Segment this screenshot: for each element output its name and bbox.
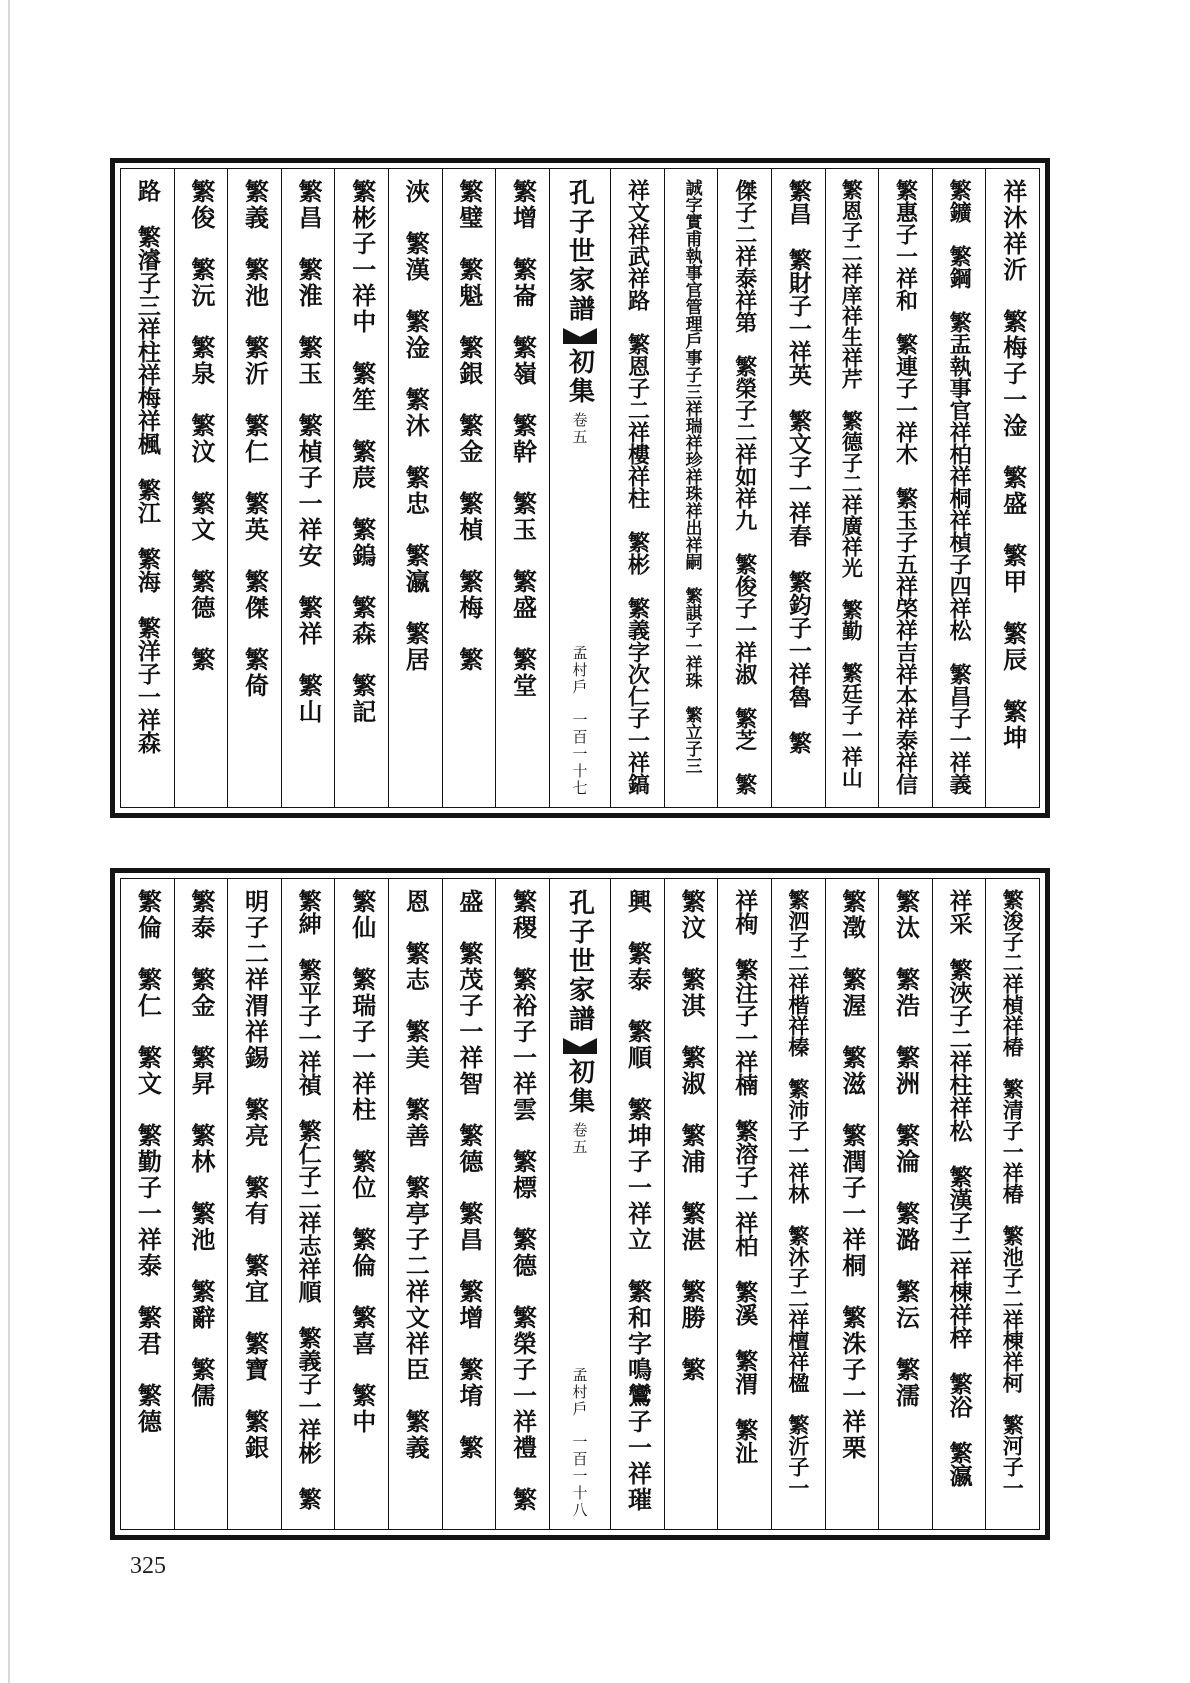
column-text: 繁昌 繁財子一祥英 繁文子一祥春 繁鈞子一祥魯 繁 [784,179,812,754]
column-text: 祥栒 繁注子一祥楠 繁溶子一祥柏 繁溪 繁渭 繁沚 [731,889,759,1464]
text-column [985,879,1039,1529]
page-number: 325 [130,1553,166,1579]
column-text: 繁惠子一祥和 繁連子一祥木 繁玉子五祥棨祥吉祥本祥泰祥信 [892,179,919,795]
text-column [442,879,496,1529]
column-text: 浹 繁漢 繁淦 繁沐 繁忠 繁瀛 繁居 [401,179,431,673]
column-text: 繁仙 繁瑞子一祥柱 繁位 繁倫 繁喜 繁中 [347,889,377,1435]
text-column [610,169,664,807]
text-column [771,169,825,807]
column-text: 繁泗子二祥楷祥榛 繁沛子一祥林 繁沐子二祥檀祥楹 繁沂子一 [785,889,811,1498]
column-text: 繁鑛 繁鋼 繁盂執事官祥柏祥桐祥楨子四祥松 繁昌子一祥義 [946,179,973,795]
branch-label: 孟村戶 [570,1367,589,1418]
center-spine-column [549,879,610,1529]
genealogy-page-bottom [110,868,1050,1540]
text-column [664,169,718,807]
text-column [281,169,335,807]
text-column [878,879,932,1529]
column-text: 興 繁泰 繁順 繁坤子一祥立 繁和字鳴鸞子一祥璀 [623,889,653,1513]
leaf-number: 一百一十七 [570,712,589,797]
column-text: 傑子二祥泰祥第 繁榮子二祥如祥九 繁俊子一祥淑 繁芝 繁 [731,179,758,795]
text-column [227,169,281,807]
volume-label: 卷五 [570,1122,589,1156]
text-column [932,169,986,807]
column-text: 繁義 繁池 繁沂 繁仁 繁英 繁傑 繁倚 [240,179,270,699]
text-column [771,879,825,1529]
center-spine-column [549,169,610,807]
column-text: 繁昌 繁淮 繁玉 繁楨子一祥安 繁祥 繁山 [294,179,324,725]
column-text: 祥文祥武祥路 繁恩子二祥樓祥柱 繁彬 繁義字次仁子一祥鎬 [624,179,651,795]
column-text: 明子二祥渭祥錫 繁亮 繁有 繁宜 繁寶 繁銀 [240,889,270,1461]
text-column [174,169,228,807]
text-column [495,879,549,1529]
text-column [932,879,986,1529]
text-column [825,879,879,1529]
volume-label: 卷五 [570,412,589,446]
book-title: 孔子世家譜 [564,179,595,324]
scan-edge-line [8,0,10,1683]
branch-label: 孟村戶 [570,645,589,696]
genealogy-page-top [110,158,1050,818]
text-column [174,879,228,1529]
column-text: 祥采 繁浹子二祥柱祥松 繁漢子二祥棟祥梓 繁浴 繁瀛 [945,889,973,1487]
text-column [121,879,174,1529]
text-column [442,169,496,807]
column-text: 誠字實甫執事官管理戶事子三祥瑞祥珍祥珠祥出祥嗣 繁諆子一祥珠 繁立子三 [681,179,702,774]
book-title: 孔子世家譜 [564,889,595,1034]
page-frame-top [120,168,1040,808]
fish-tail-mark [563,328,597,344]
column-text: 盛 繁茂子一祥智 繁德 繁昌 繁增 繁堉 繁 [454,889,484,1461]
text-column [281,879,335,1529]
column-text: 繁浚子二祥楨祥椿 繁清子一祥椿 繁池子二祥棟祥柯 繁河子一 [1000,889,1026,1498]
collection-label: 初集 [564,348,595,406]
text-column [495,169,549,807]
column-text: 繁紳 繁平子一祥禎 繁仁子二祥志祥順 繁義子一祥彬 繁 [294,889,322,1510]
text-column [388,169,442,807]
text-column [878,169,932,807]
text-column [388,879,442,1529]
leaf-number: 一百一十八 [570,1434,589,1519]
text-column [985,169,1039,807]
column-text: 繁俊 繁沅 繁泉 繁汶 繁文 繁德 繁 [186,179,216,673]
collection-label: 初集 [564,1058,595,1116]
column-text: 繁汰 繁浩 繁洲 繁淪 繁潞 繁沄 繁濡 [891,889,921,1409]
text-column [610,879,664,1529]
text-column [334,879,388,1529]
column-text: 繁汶 繁淇 繁淑 繁浦 繁湛 繁勝 繁 [677,889,707,1383]
column-text: 恩 繁志 繁美 繁善 繁亭子二祥文祥臣 繁義 [401,889,431,1461]
column-text: 繁恩子二祥庠祥生祥芹 繁德子二祥廣祥光 繁勤 繁廷子一祥山 [839,179,865,788]
text-column [717,169,771,807]
column-text: 繁彬子一祥中 繁笙 繁莀 繁鎢 繁森 繁記 [347,179,377,725]
column-text: 繁璧 繁魁 繁銀 繁金 繁楨 繁梅 繁 [454,179,484,673]
text-column [717,879,771,1529]
column-text: 繁澂 繁渥 繁滋 繁潤子一祥桐 繁洙子一祥栗 [837,889,867,1461]
column-text: 路 繁濬子三祥柱祥梅祥楓 繁江 繁海 繁洋子一祥森 [133,179,161,754]
fish-tail-mark [563,1038,597,1054]
text-column [664,879,718,1529]
column-text: 繁稷 繁裕子一祥雲 繁標 繁德 繁榮子一祥禮 繁 [508,889,538,1513]
text-column [825,169,879,807]
column-text: 繁倫 繁仁 繁文 繁勤子一祥泰 繁君 繁德 [133,889,163,1435]
column-text: 繁增 繁崙 繁嶺 繁幹 繁玉 繁盛 繁堂 [508,179,538,699]
text-column [227,879,281,1529]
page-frame-bottom [120,878,1040,1530]
column-text: 祥沐祥沂 繁梅子一淦 繁盛 繁甲 繁辰 繁坤 [998,179,1028,751]
text-column [334,169,388,807]
column-text: 繁泰 繁金 繁昇 繁林 繁池 繁辭 繁儒 [186,889,216,1409]
text-column [121,169,174,807]
